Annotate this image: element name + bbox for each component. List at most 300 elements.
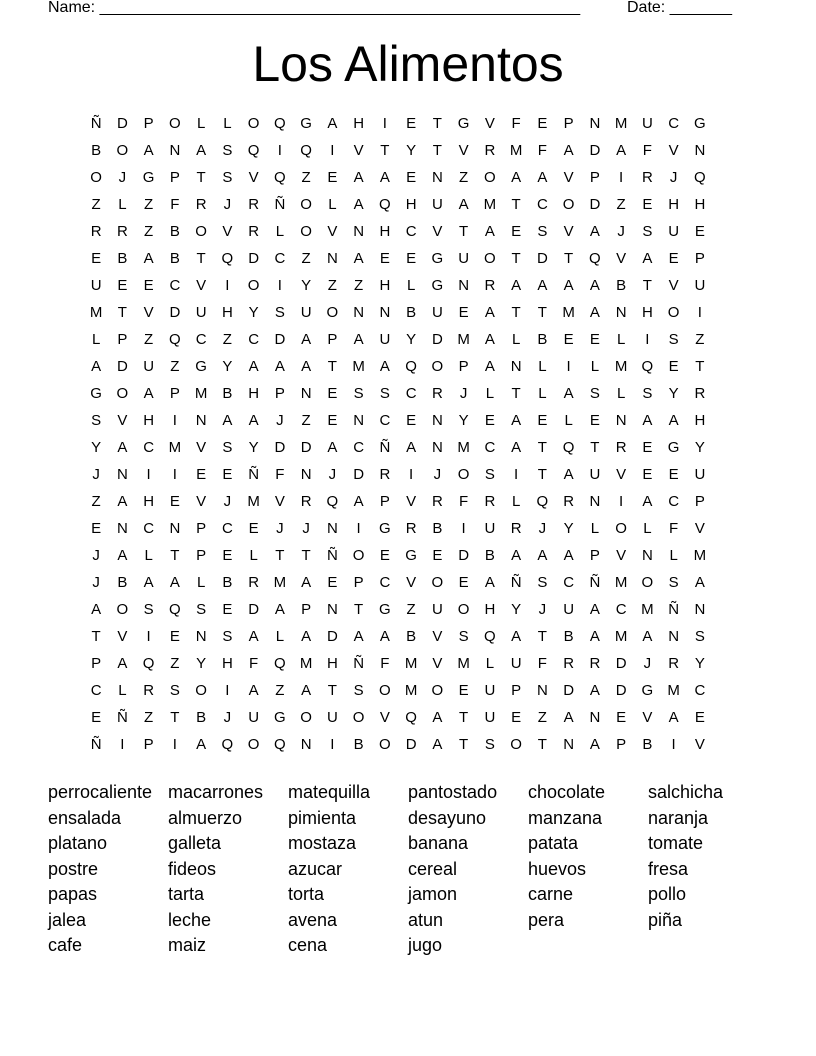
grid-letter[interactable]: O	[379, 682, 391, 699]
grid-letter[interactable]: E	[222, 547, 233, 564]
grid-letter[interactable]: I	[172, 736, 177, 753]
grid-letter[interactable]: G	[379, 520, 391, 537]
grid-letter[interactable]: N	[510, 358, 522, 375]
grid-letter[interactable]: A	[511, 169, 522, 186]
grid-letter[interactable]: U	[195, 304, 207, 321]
grid-letter[interactable]: D	[615, 655, 627, 672]
grid-letter[interactable]: P	[117, 331, 128, 348]
grid-letter[interactable]: A	[143, 142, 154, 159]
grid-letter[interactable]: G	[457, 115, 470, 132]
grid-letter[interactable]: M	[614, 628, 628, 645]
grid-letter[interactable]: Q	[379, 196, 391, 213]
grid-letter[interactable]: L	[511, 493, 521, 510]
grid-letter[interactable]: O	[457, 466, 470, 483]
grid-letter[interactable]: C	[668, 115, 680, 132]
grid-letter[interactable]: E	[563, 331, 574, 348]
grid-letter[interactable]: N	[431, 412, 443, 429]
grid-letter[interactable]: R	[300, 493, 312, 510]
grid-letter[interactable]: O	[116, 385, 129, 402]
grid-letter[interactable]: I	[619, 169, 624, 186]
grid-letter[interactable]: P	[694, 250, 705, 267]
grid-letter[interactable]: A	[248, 358, 259, 375]
grid-letter[interactable]: S	[694, 628, 705, 645]
grid-letter[interactable]: Q	[274, 655, 286, 672]
grid-letter[interactable]: T	[354, 601, 364, 618]
grid-letter[interactable]: I	[409, 466, 414, 483]
grid-letter[interactable]: O	[431, 682, 444, 699]
grid-letter[interactable]: I	[697, 304, 702, 321]
grid-letter[interactable]: N	[300, 736, 312, 753]
grid-letter[interactable]: E	[694, 223, 705, 240]
grid-letter[interactable]: P	[327, 331, 338, 348]
grid-letter[interactable]: D	[563, 682, 575, 699]
grid-letter[interactable]: A	[379, 628, 390, 645]
grid-letter[interactable]: S	[484, 466, 495, 483]
grid-letter[interactable]: Q	[326, 493, 339, 510]
grid-letter[interactable]: L	[196, 574, 206, 591]
grid-letter[interactable]: N	[195, 628, 207, 645]
grid-letter[interactable]: P	[274, 385, 285, 402]
grid-letter[interactable]: A	[91, 358, 102, 375]
grid-letter[interactable]: Ñ	[379, 439, 391, 456]
grid-letter[interactable]: A	[484, 358, 495, 375]
grid-letter[interactable]: T	[511, 304, 521, 321]
grid-letter[interactable]: R	[248, 223, 260, 240]
grid-letter[interactable]: I	[172, 412, 177, 429]
grid-letter[interactable]: U	[379, 331, 391, 348]
grid-letter[interactable]: I	[172, 466, 177, 483]
grid-letter[interactable]: T	[432, 142, 442, 159]
grid-letter[interactable]: V	[196, 439, 207, 456]
grid-letter[interactable]: Y	[222, 358, 233, 375]
grid-letter[interactable]: C	[143, 439, 155, 456]
grid-letter[interactable]: A	[327, 439, 338, 456]
grid-letter[interactable]: V	[694, 520, 705, 537]
grid-letter[interactable]: N	[353, 304, 365, 321]
grid-letter[interactable]: U	[510, 655, 522, 672]
grid-letter[interactable]: Z	[695, 331, 705, 348]
grid-letter[interactable]: I	[330, 736, 335, 753]
grid-letter[interactable]: E	[406, 169, 417, 186]
grid-letter[interactable]: H	[248, 385, 260, 402]
grid-letter[interactable]: B	[222, 385, 233, 402]
grid-letter[interactable]: S	[222, 169, 233, 186]
grid-letter[interactable]: N	[169, 520, 181, 537]
grid-letter[interactable]: T	[327, 358, 337, 375]
grid-letter[interactable]: I	[671, 736, 676, 753]
grid-letter[interactable]: E	[458, 304, 469, 321]
grid-letter[interactable]: J	[669, 169, 678, 186]
grid-letter[interactable]: A	[589, 682, 600, 699]
grid-letter[interactable]: T	[590, 439, 600, 456]
grid-letter[interactable]: N	[169, 142, 181, 159]
grid-letter[interactable]: A	[589, 277, 600, 294]
grid-letter[interactable]: T	[196, 169, 206, 186]
grid-letter[interactable]: R	[484, 493, 496, 510]
grid-letter[interactable]: R	[615, 439, 627, 456]
grid-letter[interactable]: B	[432, 520, 443, 537]
grid-letter[interactable]: B	[616, 277, 627, 294]
grid-letter[interactable]: B	[484, 547, 495, 564]
grid-letter[interactable]: M	[614, 358, 628, 375]
grid-letter[interactable]: I	[566, 358, 571, 375]
grid-letter[interactable]: D	[274, 331, 286, 348]
grid-letter[interactable]: N	[353, 223, 365, 240]
grid-letter[interactable]: V	[616, 547, 627, 564]
grid-letter[interactable]: A	[616, 142, 627, 159]
grid-letter[interactable]: L	[485, 655, 495, 672]
grid-letter[interactable]: N	[668, 628, 680, 645]
grid-letter[interactable]: V	[563, 223, 574, 240]
grid-letter[interactable]: C	[694, 682, 706, 699]
grid-letter[interactable]: I	[330, 142, 335, 159]
grid-letter[interactable]: J	[328, 466, 337, 483]
grid-letter[interactable]: V	[143, 304, 154, 321]
grid-letter[interactable]: M	[352, 358, 365, 375]
grid-letter[interactable]: C	[615, 601, 627, 618]
grid-letter[interactable]: R	[589, 655, 601, 672]
grid-letter[interactable]: O	[510, 736, 522, 753]
grid-letter[interactable]: T	[537, 736, 547, 753]
grid-letter[interactable]: Ñ	[116, 709, 128, 726]
grid-letter[interactable]: E	[458, 682, 469, 699]
grid-letter[interactable]: F	[459, 493, 469, 510]
grid-letter[interactable]: B	[353, 736, 364, 753]
grid-letter[interactable]: J	[433, 466, 442, 483]
grid-letter[interactable]: F	[170, 196, 180, 213]
grid-letter[interactable]: V	[274, 493, 285, 510]
grid-letter[interactable]: S	[91, 412, 102, 429]
grid-letter[interactable]: Z	[537, 709, 547, 726]
grid-letter[interactable]: A	[353, 493, 364, 510]
grid-letter[interactable]: P	[91, 655, 102, 672]
grid-letter[interactable]: P	[616, 736, 627, 753]
grid-letter[interactable]: E	[694, 709, 705, 726]
grid-letter[interactable]: U	[668, 223, 680, 240]
grid-letter[interactable]: Z	[222, 331, 232, 348]
grid-letter[interactable]: B	[169, 223, 180, 240]
grid-letter[interactable]: C	[195, 331, 207, 348]
grid-letter[interactable]: T	[695, 358, 705, 375]
grid-letter[interactable]: F	[511, 115, 521, 132]
grid-letter[interactable]: N	[116, 466, 128, 483]
grid-letter[interactable]: A	[301, 682, 312, 699]
grid-letter[interactable]: A	[379, 169, 390, 186]
grid-letter[interactable]: Y	[248, 304, 259, 321]
grid-letter[interactable]: A	[353, 628, 364, 645]
grid-letter[interactable]: L	[118, 682, 127, 699]
grid-letter[interactable]: N	[300, 466, 312, 483]
grid-letter[interactable]: A	[589, 736, 600, 753]
grid-letter[interactable]: A	[301, 331, 312, 348]
grid-letter[interactable]: A	[563, 709, 574, 726]
grid-letter[interactable]: Z	[301, 169, 311, 186]
grid-letter[interactable]: B	[91, 142, 102, 159]
grid-letter[interactable]: A	[117, 439, 128, 456]
grid-letter[interactable]: B	[117, 250, 128, 267]
grid-letter[interactable]: P	[589, 547, 600, 564]
grid-letter[interactable]: D	[615, 682, 627, 699]
grid-letter[interactable]: I	[146, 628, 151, 645]
grid-letter[interactable]: A	[91, 601, 102, 618]
grid-letter[interactable]: V	[406, 493, 417, 510]
grid-letter[interactable]: Y	[694, 439, 705, 456]
grid-letter[interactable]: F	[537, 655, 547, 672]
grid-letter[interactable]: M	[404, 682, 418, 699]
grid-letter[interactable]: E	[668, 358, 679, 375]
grid-letter[interactable]: A	[301, 628, 312, 645]
grid-letter[interactable]: D	[536, 250, 548, 267]
grid-letter[interactable]: C	[405, 385, 417, 402]
grid-letter[interactable]: Q	[589, 250, 601, 267]
grid-letter[interactable]: S	[196, 601, 207, 618]
grid-letter[interactable]: O	[352, 547, 365, 564]
grid-letter[interactable]: A	[143, 574, 154, 591]
grid-letter[interactable]: V	[432, 223, 443, 240]
grid-letter[interactable]: S	[589, 385, 600, 402]
grid-letter[interactable]: J	[276, 412, 284, 429]
grid-letter[interactable]: E	[196, 466, 207, 483]
grid-letter[interactable]: O	[667, 304, 680, 321]
grid-letter[interactable]: Y	[458, 412, 469, 429]
grid-letter[interactable]: L	[249, 547, 258, 564]
grid-letter[interactable]: Z	[301, 412, 311, 429]
grid-letter[interactable]: A	[642, 628, 653, 645]
grid-letter[interactable]: I	[277, 277, 282, 294]
grid-letter[interactable]: Ñ	[510, 574, 522, 591]
grid-letter[interactable]: A	[642, 250, 653, 267]
grid-letter[interactable]: U	[431, 304, 443, 321]
grid-letter[interactable]: A	[642, 412, 653, 429]
grid-letter[interactable]: V	[117, 412, 128, 429]
grid-letter[interactable]: B	[537, 331, 548, 348]
grid-letter[interactable]: G	[694, 115, 706, 132]
grid-letter[interactable]: D	[405, 736, 417, 753]
grid-letter[interactable]: C	[143, 520, 155, 537]
grid-letter[interactable]: V	[196, 493, 207, 510]
grid-letter[interactable]: U	[484, 520, 496, 537]
grid-letter[interactable]: O	[247, 115, 260, 132]
grid-letter[interactable]: Ñ	[326, 547, 338, 564]
grid-letter[interactable]: Q	[169, 601, 181, 618]
grid-letter[interactable]: S	[537, 574, 548, 591]
grid-letter[interactable]: E	[616, 709, 627, 726]
grid-letter[interactable]: S	[642, 223, 653, 240]
grid-letter[interactable]: Y	[196, 655, 207, 672]
grid-letter[interactable]: T	[511, 250, 521, 267]
grid-letter[interactable]: U	[563, 601, 575, 618]
grid-letter[interactable]: H	[379, 223, 391, 240]
grid-letter[interactable]: V	[642, 709, 653, 726]
grid-letter[interactable]: L	[643, 520, 652, 537]
grid-letter[interactable]: T	[537, 628, 547, 645]
grid-letter[interactable]: N	[116, 520, 128, 537]
grid-letter[interactable]: V	[432, 628, 443, 645]
grid-letter[interactable]: A	[222, 412, 233, 429]
grid-letter[interactable]: O	[431, 358, 444, 375]
grid-letter[interactable]: T	[642, 277, 652, 294]
grid-letter[interactable]: G	[90, 385, 102, 402]
grid-letter[interactable]: Z	[91, 196, 101, 213]
grid-letter[interactable]: E	[91, 709, 102, 726]
grid-letter[interactable]: V	[196, 277, 207, 294]
grid-letter[interactable]: R	[116, 223, 128, 240]
grid-letter[interactable]: T	[511, 385, 521, 402]
grid-letter[interactable]: S	[458, 628, 469, 645]
grid-letter[interactable]: T	[196, 250, 206, 267]
grid-letter[interactable]: G	[641, 682, 654, 699]
grid-letter[interactable]: O	[379, 736, 391, 753]
grid-letter[interactable]: M	[693, 547, 707, 564]
grid-letter[interactable]: A	[274, 358, 285, 375]
grid-letter[interactable]: J	[302, 520, 310, 537]
grid-letter[interactable]: Z	[170, 358, 180, 375]
grid-letter[interactable]: N	[563, 736, 575, 753]
grid-letter[interactable]: A	[589, 628, 600, 645]
grid-letter[interactable]: A	[117, 547, 128, 564]
grid-letter[interactable]: L	[616, 385, 626, 402]
grid-letter[interactable]: Z	[144, 709, 154, 726]
grid-letter[interactable]: A	[353, 169, 364, 186]
grid-letter[interactable]: F	[537, 142, 547, 159]
grid-letter[interactable]: E	[117, 277, 128, 294]
grid-letter[interactable]: V	[222, 223, 233, 240]
grid-letter[interactable]: Z	[354, 277, 364, 294]
grid-letter[interactable]: D	[248, 601, 260, 618]
grid-letter[interactable]: U	[484, 682, 496, 699]
grid-letter[interactable]: P	[196, 547, 207, 564]
grid-letter[interactable]: J	[223, 709, 232, 726]
grid-letter[interactable]: H	[221, 304, 233, 321]
grid-letter[interactable]: M	[247, 493, 260, 510]
grid-letter[interactable]: V	[117, 628, 128, 645]
grid-letter[interactable]: Z	[616, 196, 626, 213]
grid-letter[interactable]: E	[91, 520, 102, 537]
grid-letter[interactable]: Ñ	[353, 655, 365, 672]
grid-letter[interactable]: V	[668, 277, 679, 294]
grid-letter[interactable]: O	[195, 223, 207, 240]
grid-letter[interactable]: E	[668, 250, 679, 267]
grid-letter[interactable]: M	[614, 574, 628, 591]
grid-letter[interactable]: Y	[694, 655, 705, 672]
grid-letter[interactable]: A	[694, 574, 705, 591]
grid-letter[interactable]: L	[144, 547, 153, 564]
grid-letter[interactable]: Q	[221, 736, 234, 753]
grid-letter[interactable]: N	[589, 115, 601, 132]
grid-letter[interactable]: N	[326, 520, 338, 537]
grid-letter[interactable]: T	[459, 709, 469, 726]
grid-letter[interactable]: I	[461, 520, 466, 537]
grid-letter[interactable]: N	[326, 601, 338, 618]
grid-letter[interactable]: L	[616, 331, 626, 348]
grid-letter[interactable]: U	[143, 358, 155, 375]
grid-letter[interactable]: L	[538, 358, 547, 375]
grid-letter[interactable]: E	[406, 412, 417, 429]
grid-letter[interactable]: D	[300, 439, 312, 456]
grid-letter[interactable]: P	[458, 358, 469, 375]
grid-letter[interactable]: E	[537, 412, 548, 429]
grid-letter[interactable]: H	[641, 304, 653, 321]
grid-letter[interactable]: L	[275, 628, 285, 645]
grid-letter[interactable]: A	[537, 169, 548, 186]
grid-letter[interactable]: D	[326, 628, 338, 645]
grid-letter[interactable]: F	[380, 655, 390, 672]
grid-letter[interactable]: N	[589, 493, 601, 510]
grid-letter[interactable]: A	[196, 142, 207, 159]
grid-letter[interactable]: U	[589, 466, 601, 483]
grid-letter[interactable]: T	[301, 547, 311, 564]
grid-letter[interactable]: A	[563, 142, 574, 159]
grid-letter[interactable]: S	[353, 385, 364, 402]
grid-letter[interactable]: Q	[562, 439, 575, 456]
grid-letter[interactable]: H	[143, 493, 155, 510]
grid-letter[interactable]: Z	[327, 277, 337, 294]
grid-letter[interactable]: E	[379, 547, 390, 564]
grid-letter[interactable]: J	[92, 574, 100, 591]
grid-letter[interactable]: R	[484, 277, 496, 294]
grid-letter[interactable]: J	[459, 385, 468, 402]
grid-letter[interactable]: A	[327, 115, 338, 132]
grid-letter[interactable]: M	[273, 574, 287, 591]
grid-letter[interactable]: O	[484, 250, 496, 267]
grid-letter[interactable]: C	[274, 250, 286, 267]
grid-letter[interactable]: J	[92, 547, 100, 564]
grid-letter[interactable]: H	[221, 655, 233, 672]
grid-letter[interactable]: O	[431, 574, 444, 591]
grid-letter[interactable]: I	[382, 115, 387, 132]
grid-letter[interactable]: U	[431, 196, 443, 213]
grid-letter[interactable]: A	[432, 736, 443, 753]
grid-letter[interactable]: V	[616, 466, 627, 483]
grid-letter[interactable]: T	[432, 115, 442, 132]
grid-letter[interactable]: C	[379, 574, 391, 591]
grid-letter[interactable]: Q	[300, 142, 312, 159]
grid-letter[interactable]: D	[589, 196, 601, 213]
grid-letter[interactable]: A	[511, 412, 522, 429]
grid-letter[interactable]: C	[379, 412, 391, 429]
grid-letter[interactable]: B	[117, 574, 128, 591]
grid-letter[interactable]: Z	[406, 601, 416, 618]
grid-letter[interactable]: E	[406, 115, 417, 132]
grid-letter[interactable]: U	[326, 709, 338, 726]
grid-letter[interactable]: Y	[511, 601, 522, 618]
grid-letter[interactable]: M	[457, 439, 470, 456]
grid-letter[interactable]: M	[667, 682, 680, 699]
grid-letter[interactable]: L	[538, 385, 547, 402]
grid-letter[interactable]: Z	[275, 682, 285, 699]
grid-letter[interactable]: E	[91, 250, 102, 267]
grid-letter[interactable]: M	[509, 142, 523, 159]
grid-letter[interactable]: H	[405, 196, 417, 213]
grid-letter[interactable]: M	[483, 196, 497, 213]
grid-letter[interactable]: I	[514, 466, 519, 483]
grid-letter[interactable]: H	[694, 196, 706, 213]
grid-letter[interactable]: B	[196, 709, 207, 726]
grid-letter[interactable]: E	[222, 601, 233, 618]
grid-letter[interactable]: N	[694, 601, 706, 618]
grid-letter[interactable]: E	[222, 466, 233, 483]
grid-letter[interactable]: A	[511, 628, 522, 645]
grid-letter[interactable]: G	[667, 439, 680, 456]
grid-letter[interactable]: T	[537, 439, 547, 456]
grid-letter[interactable]: M	[457, 655, 470, 672]
grid-letter[interactable]: F	[275, 466, 285, 483]
grid-letter[interactable]: I	[225, 277, 230, 294]
grid-letter[interactable]: F	[669, 520, 679, 537]
grid-letter[interactable]: H	[694, 412, 706, 429]
grid-letter[interactable]: H	[353, 115, 365, 132]
grid-letter[interactable]: R	[563, 655, 575, 672]
